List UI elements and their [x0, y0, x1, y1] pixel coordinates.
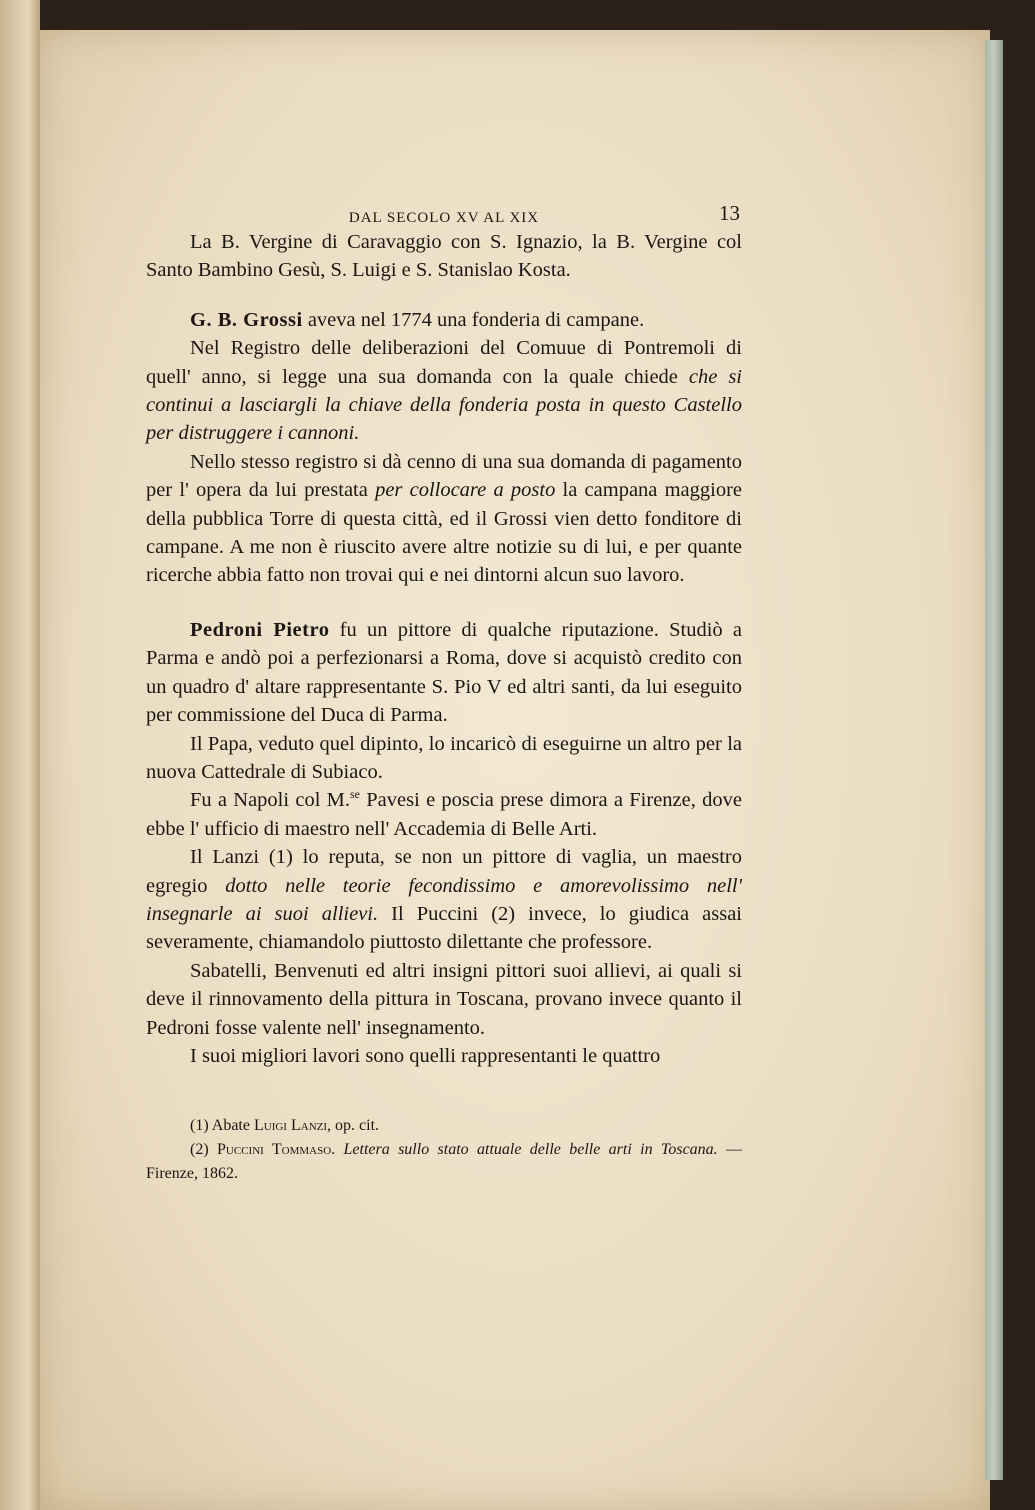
footnotes: [146, 1114, 742, 1186]
page-side-edge: [985, 40, 1003, 1480]
artist-name-grossi: G. B. Grossi: [190, 308, 303, 331]
running-header: [146, 196, 742, 228]
paragraph-artworks-list: La B. Vergine di Caravaggio con S. Ignazio, la B. Vergine col Santo Bambino Gesù, S. Luigi e S. Stanislao Kosta.: [146, 231, 742, 282]
paragraph-papa: Il Papa, veduto quel dipinto, lo incaricò di eseguirne un altro per la nuova Cattedrale di Subiaco.: [146, 732, 742, 783]
footnote-2: (2) Puccini Tommaso. Lettera sullo stato attuale delle belle arti in Toscana. — Firenze, 1862.: [146, 1141, 743, 1183]
artist-name-pedroni: Pedroni Pietro: [190, 618, 330, 641]
paragraph-lavori: I suoi migliori lavori sono quelli rappresentanti le quattro: [190, 1044, 661, 1067]
page-number: 13: [719, 201, 740, 225]
paragraph-lanzi: Il Lanzi (1) lo reputa, se non un pittore di vaglia, un maestro egregio dotto nelle teorie fecondissimo e amorevolissimo nell' insegnarle ai suoi allievi. Il Puccini (2) invece, lo giudica assai severamente, chiamandolo piuttosto dilettante che professore.: [146, 846, 742, 954]
paragraph-pedroni-intro: Pedroni Pietro fu un pittore di qualche riputazione. Studiò a Parma e andò poi a perfezionarsi a Roma, dove si acquistò credito con un quadro d' altare rappresentante S. Pio V ed altri santi, da lui eseguito per commissione del Duca di Parma.: [146, 618, 742, 727]
paragraph-allievi: Sabatelli, Benvenuti ed altri insigni pittori suoi allievi, ai quali si deve il rinnovamento della pittura in Toscana, provano invece quanto il Pedroni fosse valente nell' insegnamento.: [146, 959, 742, 1039]
paragraph-napoli: Fu a Napoli col M.$^{se}$ Pavesi e poscia prese dimora a Firenze, dove ebbe l' ufficio di maestro nell' Accademia di Belle Arti.: [146, 787, 742, 840]
adjacent-page-edge: [0, 0, 40, 1510]
paragraph-grossi-intro: G. B. Grossi aveva nel 1774 una fonderia di campane.: [190, 308, 645, 331]
quoted-request: che si continui a lasciargli la chiave della fonderia posta in questo Castello per distruggere i cannoni.: [146, 365, 742, 445]
paragraph-pagamento: Nello stesso registro si dà cenno di una sua domanda di pagamento per l' opera da lui prestata per collocare a posto la campana maggiore della pubblica Torre di questa città, ed il Grossi vien detto fonditore di campane. A me non è riuscito avere altre notizie su di lui, e per quante ricerche abbia fatto non trovai qui e nei dintorni alcun suo lavoro.: [146, 450, 743, 587]
page-content: [146, 196, 742, 1186]
paragraph-registro: Nel Registro delle deliberazioni del Comuue di Pontremoli di quell' anno, si legge una sua domanda con la quale chiede che si continui a lasciargli la chiave della fonderia posta in questo Castello per distruggere i cannoni.: [146, 337, 742, 445]
footnote-1: (1) Abate Luigi Lanzi, op. cit.: [190, 1117, 380, 1135]
running-title: DAL SECOLO XV AL XIX: [348, 210, 540, 226]
